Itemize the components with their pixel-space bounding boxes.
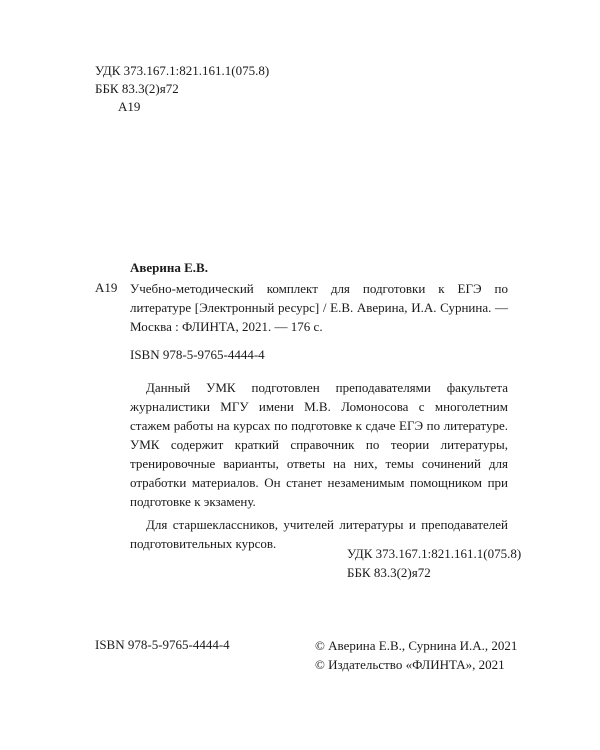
classification-bbk: ББК 83.3(2)я72 — [347, 565, 431, 580]
annotation-paragraph-2: Для старшеклассников, учителей литературы и преподавателей подготовительных курсов. — [130, 517, 508, 551]
record-line-2: литературе [Электронный ресурс] / Е.В. Аверина, И.А. Сурнина. — — [130, 300, 508, 315]
copyright-block — [315, 636, 517, 674]
header-bbk: ББК 83.3(2)я72 — [95, 81, 179, 96]
author-name: Аверина Е.В. — [130, 260, 208, 275]
classification-block — [347, 544, 521, 582]
record-line-3: Москва : ФЛИНТА, 2021. — 176 с. — [130, 319, 323, 334]
header-udk: УДК 373.167.1:821.161.1(075.8) — [95, 63, 270, 78]
footer-isbn: ISBN 978-5-9765-4444-4 — [95, 637, 230, 652]
record-code: А19 — [95, 280, 118, 295]
header-code: А19 — [118, 99, 141, 114]
copyright-authors: © Аверина Е.В., Сурнина И.А., 2021 — [315, 638, 518, 653]
record-description — [130, 279, 508, 336]
copyright-publisher: © Издательство «ФЛИНТА», 2021 — [315, 657, 505, 672]
record-line-1: Учебно-методический комплект для подготовки к ЕГЭ по — [130, 281, 508, 296]
classification-udk: УДК 373.167.1:821.161.1(075.8) — [347, 546, 522, 561]
annotation — [130, 378, 508, 553]
record-isbn: ISBN 978-5-9765-4444-4 — [130, 347, 265, 362]
annotation-paragraph-1: Данный УМК подготовлен преподавателями факультета журналистики МГУ имени М.В. Ломоносова с многолетним стажем работы на курсах по подготовке к сдаче ЕГЭ по литературе. УМК содержит краткий справочник по теории литературы, тренировочные варианты, ответы на них, темы сочинений для отработки материалов. Он станет незаменимым помощником при подготовке к экзамену. — [130, 380, 508, 509]
